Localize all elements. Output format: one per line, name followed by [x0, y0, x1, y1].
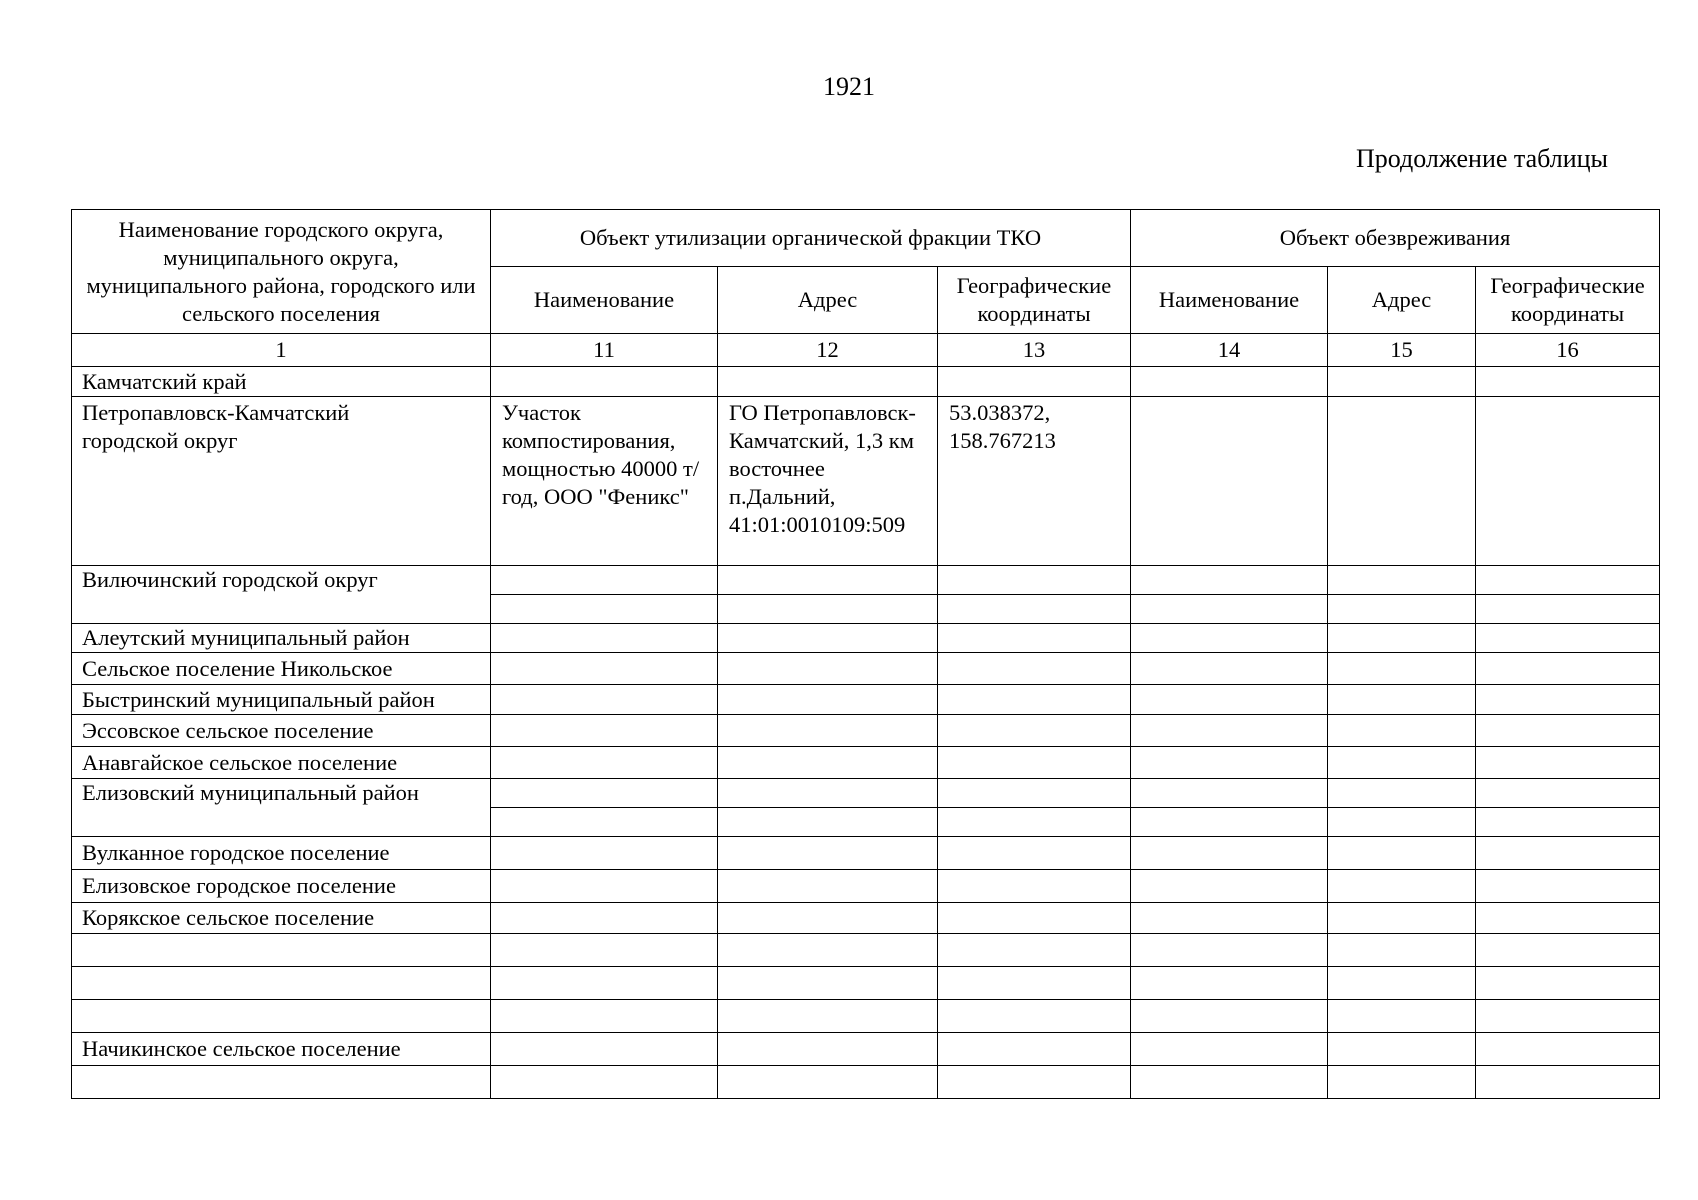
column-number: 1 — [72, 334, 491, 367]
header-municipality: Наименование городского округа, муниципального округа, муниципального района, городского или сельского поселения — [72, 210, 491, 334]
header-neutralization-address: Адрес — [1328, 267, 1476, 334]
row-name: Вулканное городское поселение — [72, 837, 491, 870]
row-name: Эссовское сельское поселение — [72, 715, 491, 747]
row-name: Камчатский край — [72, 367, 491, 397]
table-header-row — [72, 210, 1660, 267]
column-number: 12 — [718, 334, 938, 367]
row-name: Анавгайское сельское поселение — [72, 747, 491, 779]
header-neutralization-object: Объект обезвреживания — [1131, 210, 1660, 267]
table-row — [72, 1033, 1660, 1066]
table-row — [72, 624, 1660, 653]
organic-object-address: ГО Петропавловск-Камчатский, 1,3 км восточнее п.Дальний, 41:01:0010109:509 — [718, 397, 938, 566]
table-row — [72, 367, 1660, 397]
row-name: Петропавловск-Камчатский городской округ — [72, 397, 491, 566]
waste-facilities-table — [71, 209, 1660, 1099]
column-number: 13 — [938, 334, 1131, 367]
row-name: Елизовский муниципальный район — [72, 779, 491, 837]
header-neutralization-name: Наименование — [1131, 267, 1328, 334]
table-row — [72, 653, 1660, 685]
table-row — [72, 685, 1660, 715]
header-organic-coords: Географические координаты — [938, 267, 1131, 334]
table-row — [72, 967, 1660, 1000]
table-row — [72, 870, 1660, 903]
table-row — [72, 1000, 1660, 1033]
table-row — [72, 837, 1660, 870]
header-organic-name: Наименование — [491, 267, 718, 334]
row-name: Алеутский муниципальный район — [72, 624, 491, 653]
column-number: 11 — [491, 334, 718, 367]
page-number: 1921 — [823, 72, 875, 101]
row-name: Сельское поселение Никольское — [72, 653, 491, 685]
column-number: 16 — [1476, 334, 1660, 367]
table-row — [72, 1066, 1660, 1099]
row-name: Корякское сельское поселение — [72, 903, 491, 934]
table-row — [72, 566, 1660, 595]
header-neutralization-coords: Географические координаты — [1476, 267, 1660, 334]
header-organic-address: Адрес — [718, 267, 938, 334]
table-row — [72, 715, 1660, 747]
table-row — [72, 747, 1660, 779]
table-row — [72, 903, 1660, 934]
row-name: Елизовское городское поселение — [72, 870, 491, 903]
organic-object-coords: 53.038372, 158.767213 — [938, 397, 1131, 566]
column-number: 15 — [1328, 334, 1476, 367]
column-numbers-row — [72, 334, 1660, 367]
header-organic-fraction-object: Объект утилизации органической фракции ТКО — [491, 210, 1131, 267]
table-row — [72, 934, 1660, 967]
row-name: Быстринский муниципальный район — [72, 685, 491, 715]
row-name: Начикинское сельское поселение — [72, 1033, 491, 1066]
table-row — [72, 397, 1660, 566]
table-continuation-label: Продолжение таблицы — [1356, 144, 1608, 173]
column-number: 14 — [1131, 334, 1328, 367]
table-row — [72, 779, 1660, 808]
organic-object-name: Участок компостирования, мощностью 40000 т/год, ООО "Феникс" — [491, 397, 718, 566]
row-name: Вилючинский городской округ — [72, 566, 491, 624]
